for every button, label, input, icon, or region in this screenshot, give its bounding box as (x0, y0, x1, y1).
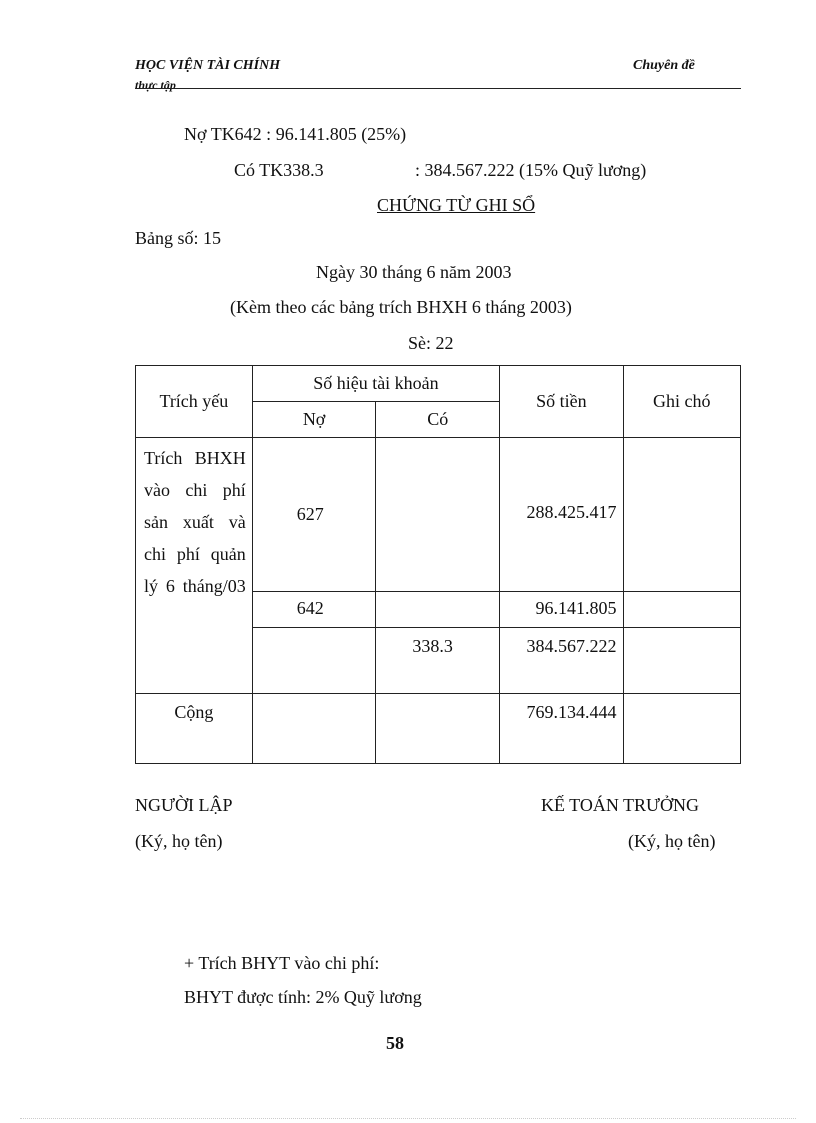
header-debit: Nợ (252, 402, 376, 438)
preparer-note: (Ký, họ tên) (135, 831, 223, 851)
voucher-number: Sè: 22 (408, 333, 454, 353)
header-credit: Có (376, 402, 500, 438)
row-amount: 384.567.222 (500, 628, 623, 694)
row-debit (252, 628, 376, 694)
header-topic: Chuyên đề (633, 58, 695, 73)
chief-accountant-title: KẾ TOÁN TRƯỞNG (541, 795, 699, 815)
row-note (623, 438, 740, 592)
total-label: Cộng (136, 694, 253, 764)
credit-entry-value: : 384.567.222 (15% Quỹ lương) (415, 160, 647, 180)
total-debit (252, 694, 376, 764)
chief-accountant-note: (Ký, họ tên) (628, 831, 716, 851)
header-rule (135, 88, 741, 89)
header-subtitle: thực tập (135, 78, 176, 92)
row-amount: 96.141.805 (500, 592, 623, 628)
row-note (623, 592, 740, 628)
row-debit: 627 (252, 438, 376, 592)
page-number: 58 (386, 1033, 404, 1053)
page-bottom-divider (20, 1118, 796, 1119)
header-note: Ghi chó (623, 366, 740, 438)
header-description: Trích yếu (136, 366, 253, 438)
row-credit (376, 592, 500, 628)
table-row (136, 438, 741, 592)
bhyt-rate: BHYT được tính: 2% Quỹ lương (184, 987, 422, 1007)
row-debit: 642 (252, 592, 376, 628)
credit-entry-label: Có TK338.3 (234, 160, 324, 180)
row-description: Trích BHXH vào chi phí sản xuất và chi phí quản lý 6 tháng/03 (144, 448, 246, 596)
table-header-row (136, 366, 741, 402)
preparer-title: NGƯỜI LẬP (135, 795, 233, 815)
voucher-date: Ngày 30 tháng 6 năm 2003 (316, 262, 512, 282)
voucher-title: CHỨNG TỪ GHI SỔ (377, 195, 536, 215)
row-amount: 288.425.417 (500, 438, 623, 592)
ledger-table (135, 365, 741, 764)
row-note (623, 628, 740, 694)
total-amount: 769.134.444 (500, 694, 623, 764)
row-description-cell (136, 438, 253, 694)
table-number: Bảng số: 15 (135, 228, 222, 248)
total-note (623, 694, 740, 764)
total-credit (376, 694, 500, 764)
header-amount: Số tiền (500, 366, 623, 438)
row-credit (376, 438, 500, 592)
header-institution: HỌC VIỆN TÀI CHÍNH (135, 58, 281, 73)
bhyt-heading: + Trích BHYT vào chi phí: (184, 953, 380, 973)
header-account-group: Số hiệu tài khoản (252, 366, 499, 402)
debit-entry: Nợ TK642 : 96.141.805 (25%) (184, 124, 407, 144)
row-credit: 338.3 (376, 628, 500, 694)
voucher-attachment: (Kèm theo các bảng trích BHXH 6 tháng 2003) (230, 297, 572, 317)
table-total-row (136, 694, 741, 764)
